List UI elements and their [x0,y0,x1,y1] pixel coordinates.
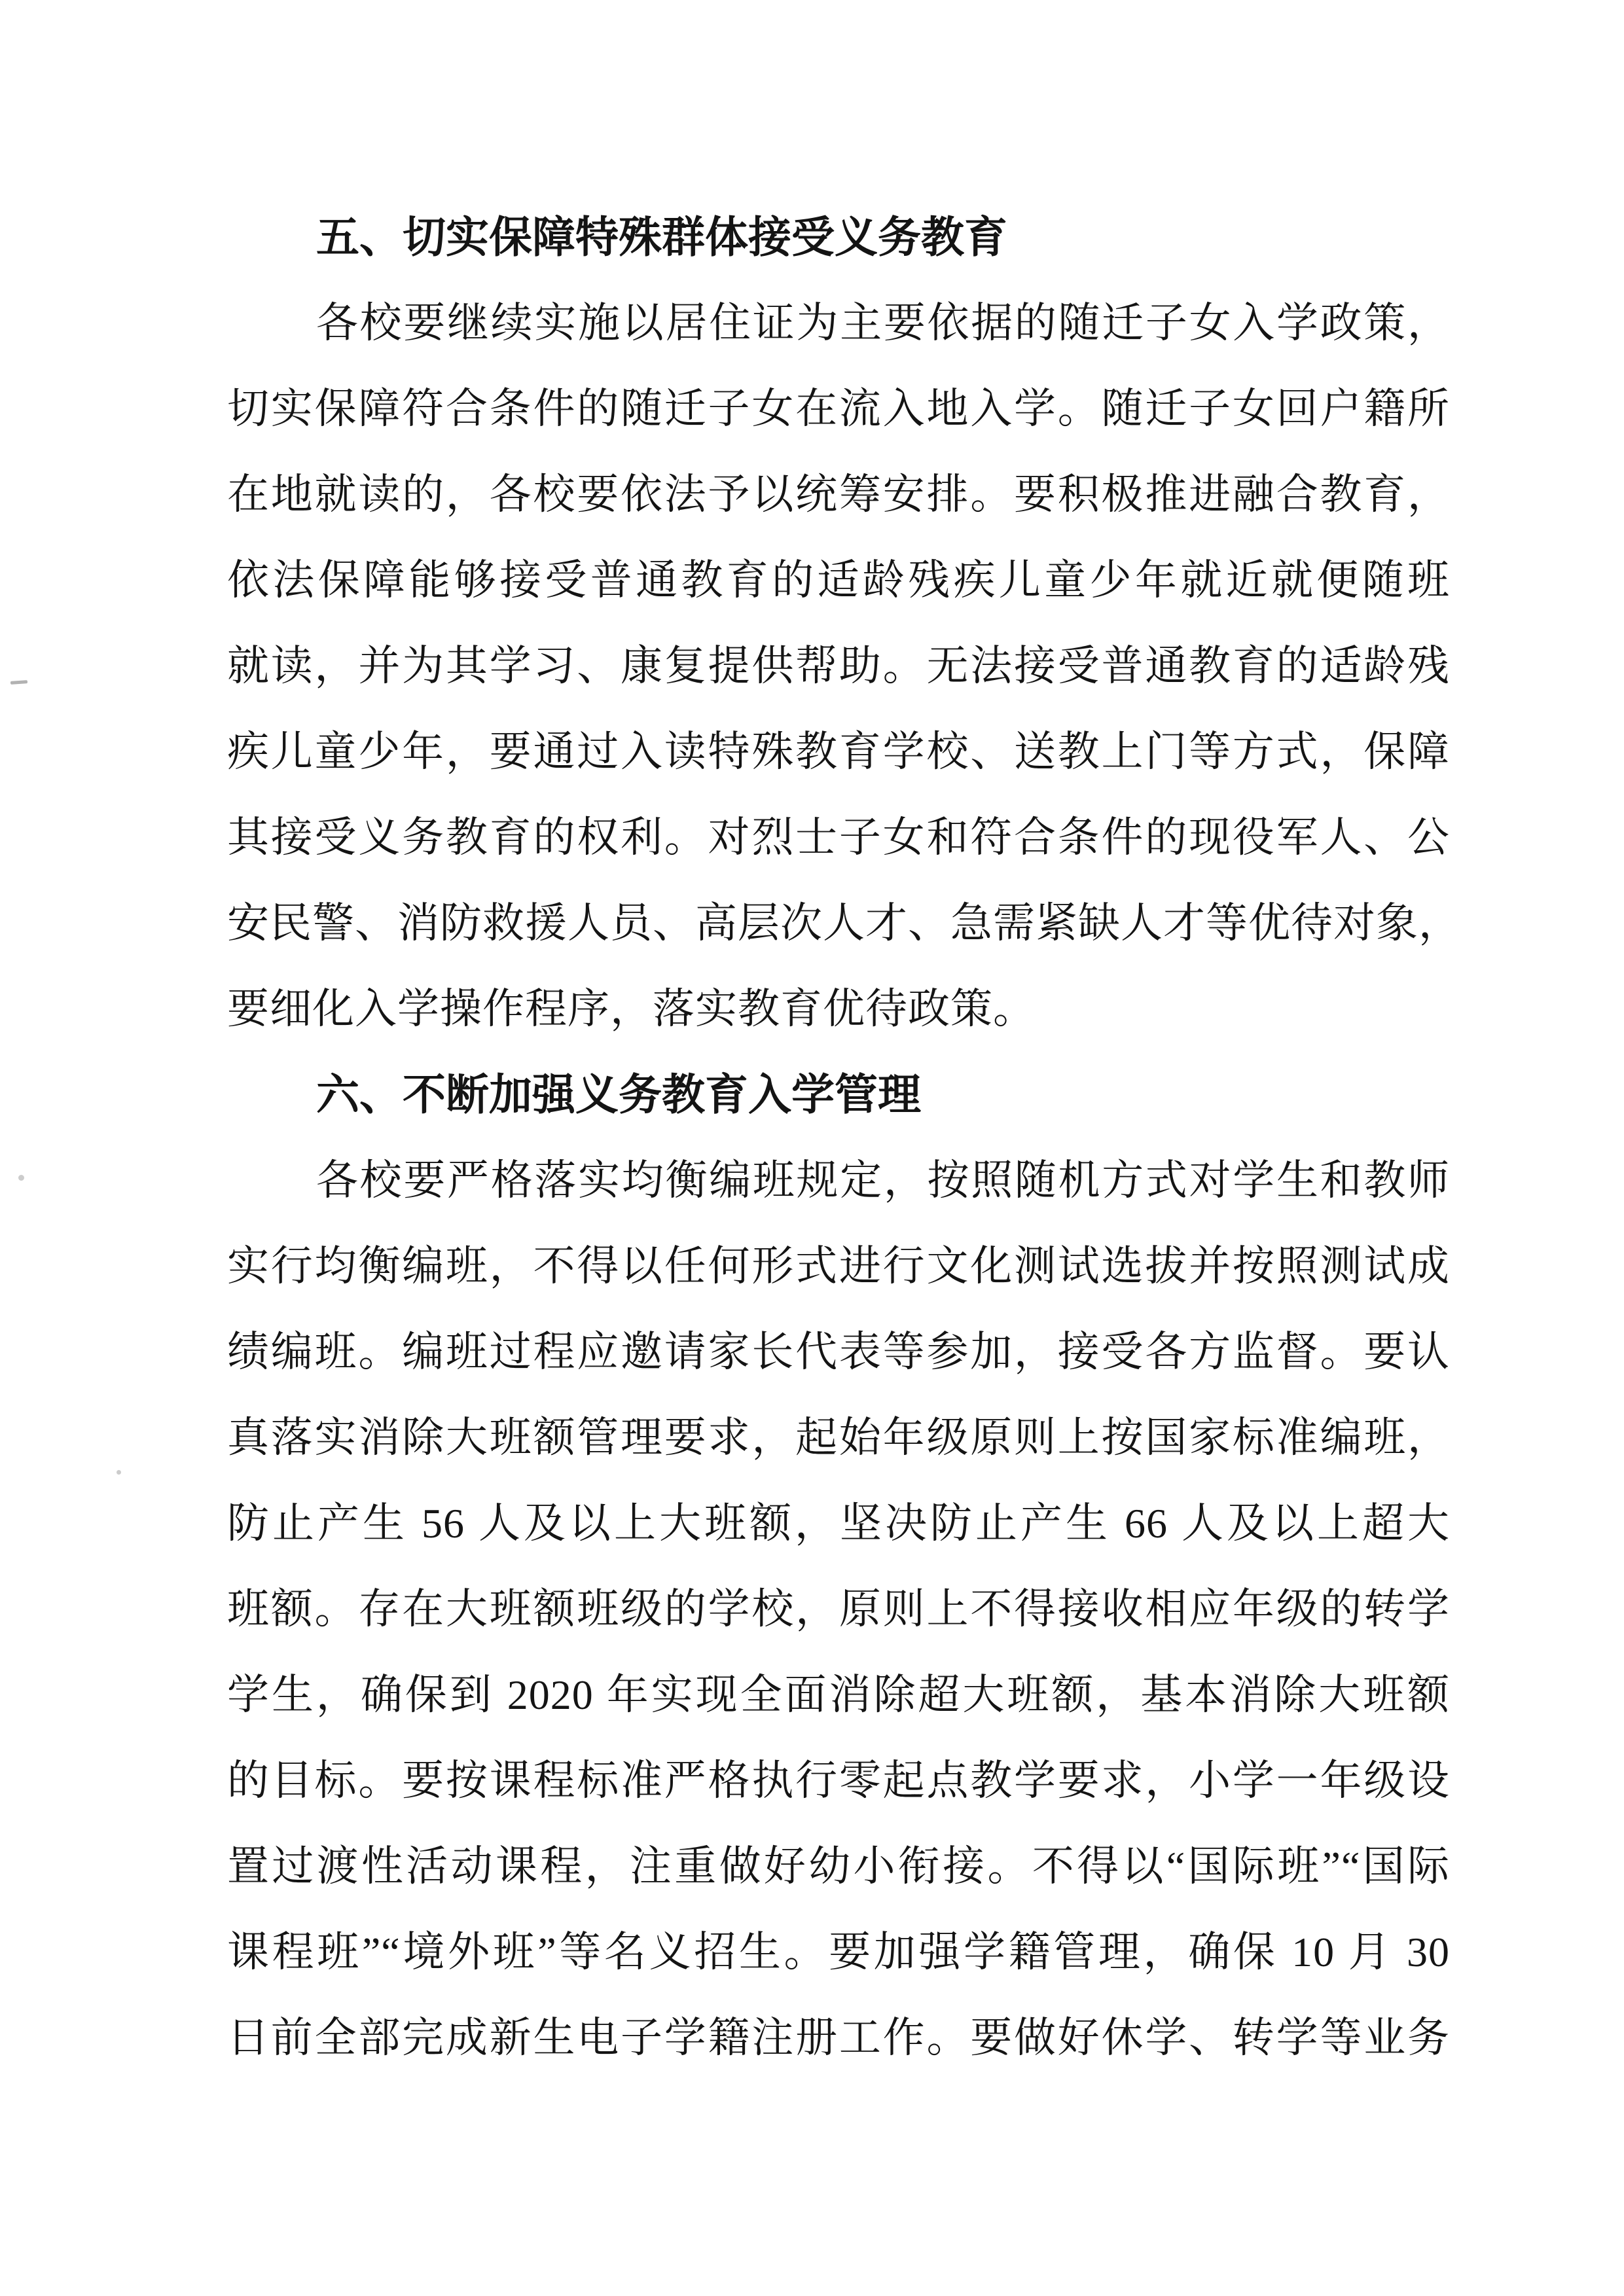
body-line: 班额。存在大班额班级的学校，原则上不得接收相应年级的转学 [227,1586,1450,1632]
body-line: 就读，并为其学习、康复提供帮助。无法接受普通教育的适龄残 [227,643,1450,689]
scan-speck [117,1470,121,1475]
body-line: 置过渡性活动课程，注重做好幼小衔接。不得以“国际班”“国际 [227,1843,1450,1890]
body-line: 真落实消除大班额管理要求，起始年级原则上按国家标准编班， [227,1414,1450,1461]
scan-speck [10,680,27,685]
body-line: 安民警、消防救援人员、高层次人才、急需紧缺人才等优待对象， [227,900,1461,946]
body-line: 在地就读的，各校要依法予以统筹安排。要积极推进融合教育， [227,471,1450,518]
body-line: 的目标。要按课程标准严格执行零起点教学要求，小学一年级设 [227,1757,1450,1804]
body-line: 实行均衡编班，不得以任何形式进行文化测试选拔并按照测试成 [227,1243,1450,1289]
body-line: 要细化入学操作程序，落实教育优待政策。 [227,986,1036,1032]
body-line: 各校要严格落实均衡编班规定，按照随机方式对学生和教师 [316,1157,1450,1204]
body-line: 课程班”“境外班”等名义招生。要加强学籍管理，确保 10 月 30 [227,1929,1450,1975]
body-line: 切实保障符合条件的随迁子女在流入地入学。随迁子女回户籍所 [227,386,1450,432]
body-line: 依法保障能够接受普通教育的适龄残疾儿童少年就近就便随班 [227,557,1450,603]
section-heading-6: 六、不断加强义务教育入学管理 [316,1070,921,1119]
body-line: 各校要继续实施以居住证为主要依据的随迁子女入学政策， [316,300,1450,346]
section-heading-5: 五、切实保障特殊群体接受义务教育 [316,213,1007,261]
body-line: 其接受义务教育的权利。对烈士子女和符合条件的现役军人、公 [227,814,1450,861]
scan-speck [18,1175,24,1181]
body-line: 日前全部完成新生电子学籍注册工作。要做好休学、转学等业务 [227,2015,1450,2061]
body-line: 防止产生 56 人及以上大班额，坚决防止产生 66 人及以上超大 [227,1500,1450,1547]
body-line: 疾儿童少年，要通过入读特殊教育学校、送教上门等方式，保障 [227,728,1450,775]
body-line: 绩编班。编班过程应邀请家长代表等参加，接受各方监督。要认 [227,1329,1450,1375]
text-block [227,194,1461,2081]
body-line: 学生，确保到 2020 年实现全面消除超大班额，基本消除大班额 [227,1672,1450,1718]
